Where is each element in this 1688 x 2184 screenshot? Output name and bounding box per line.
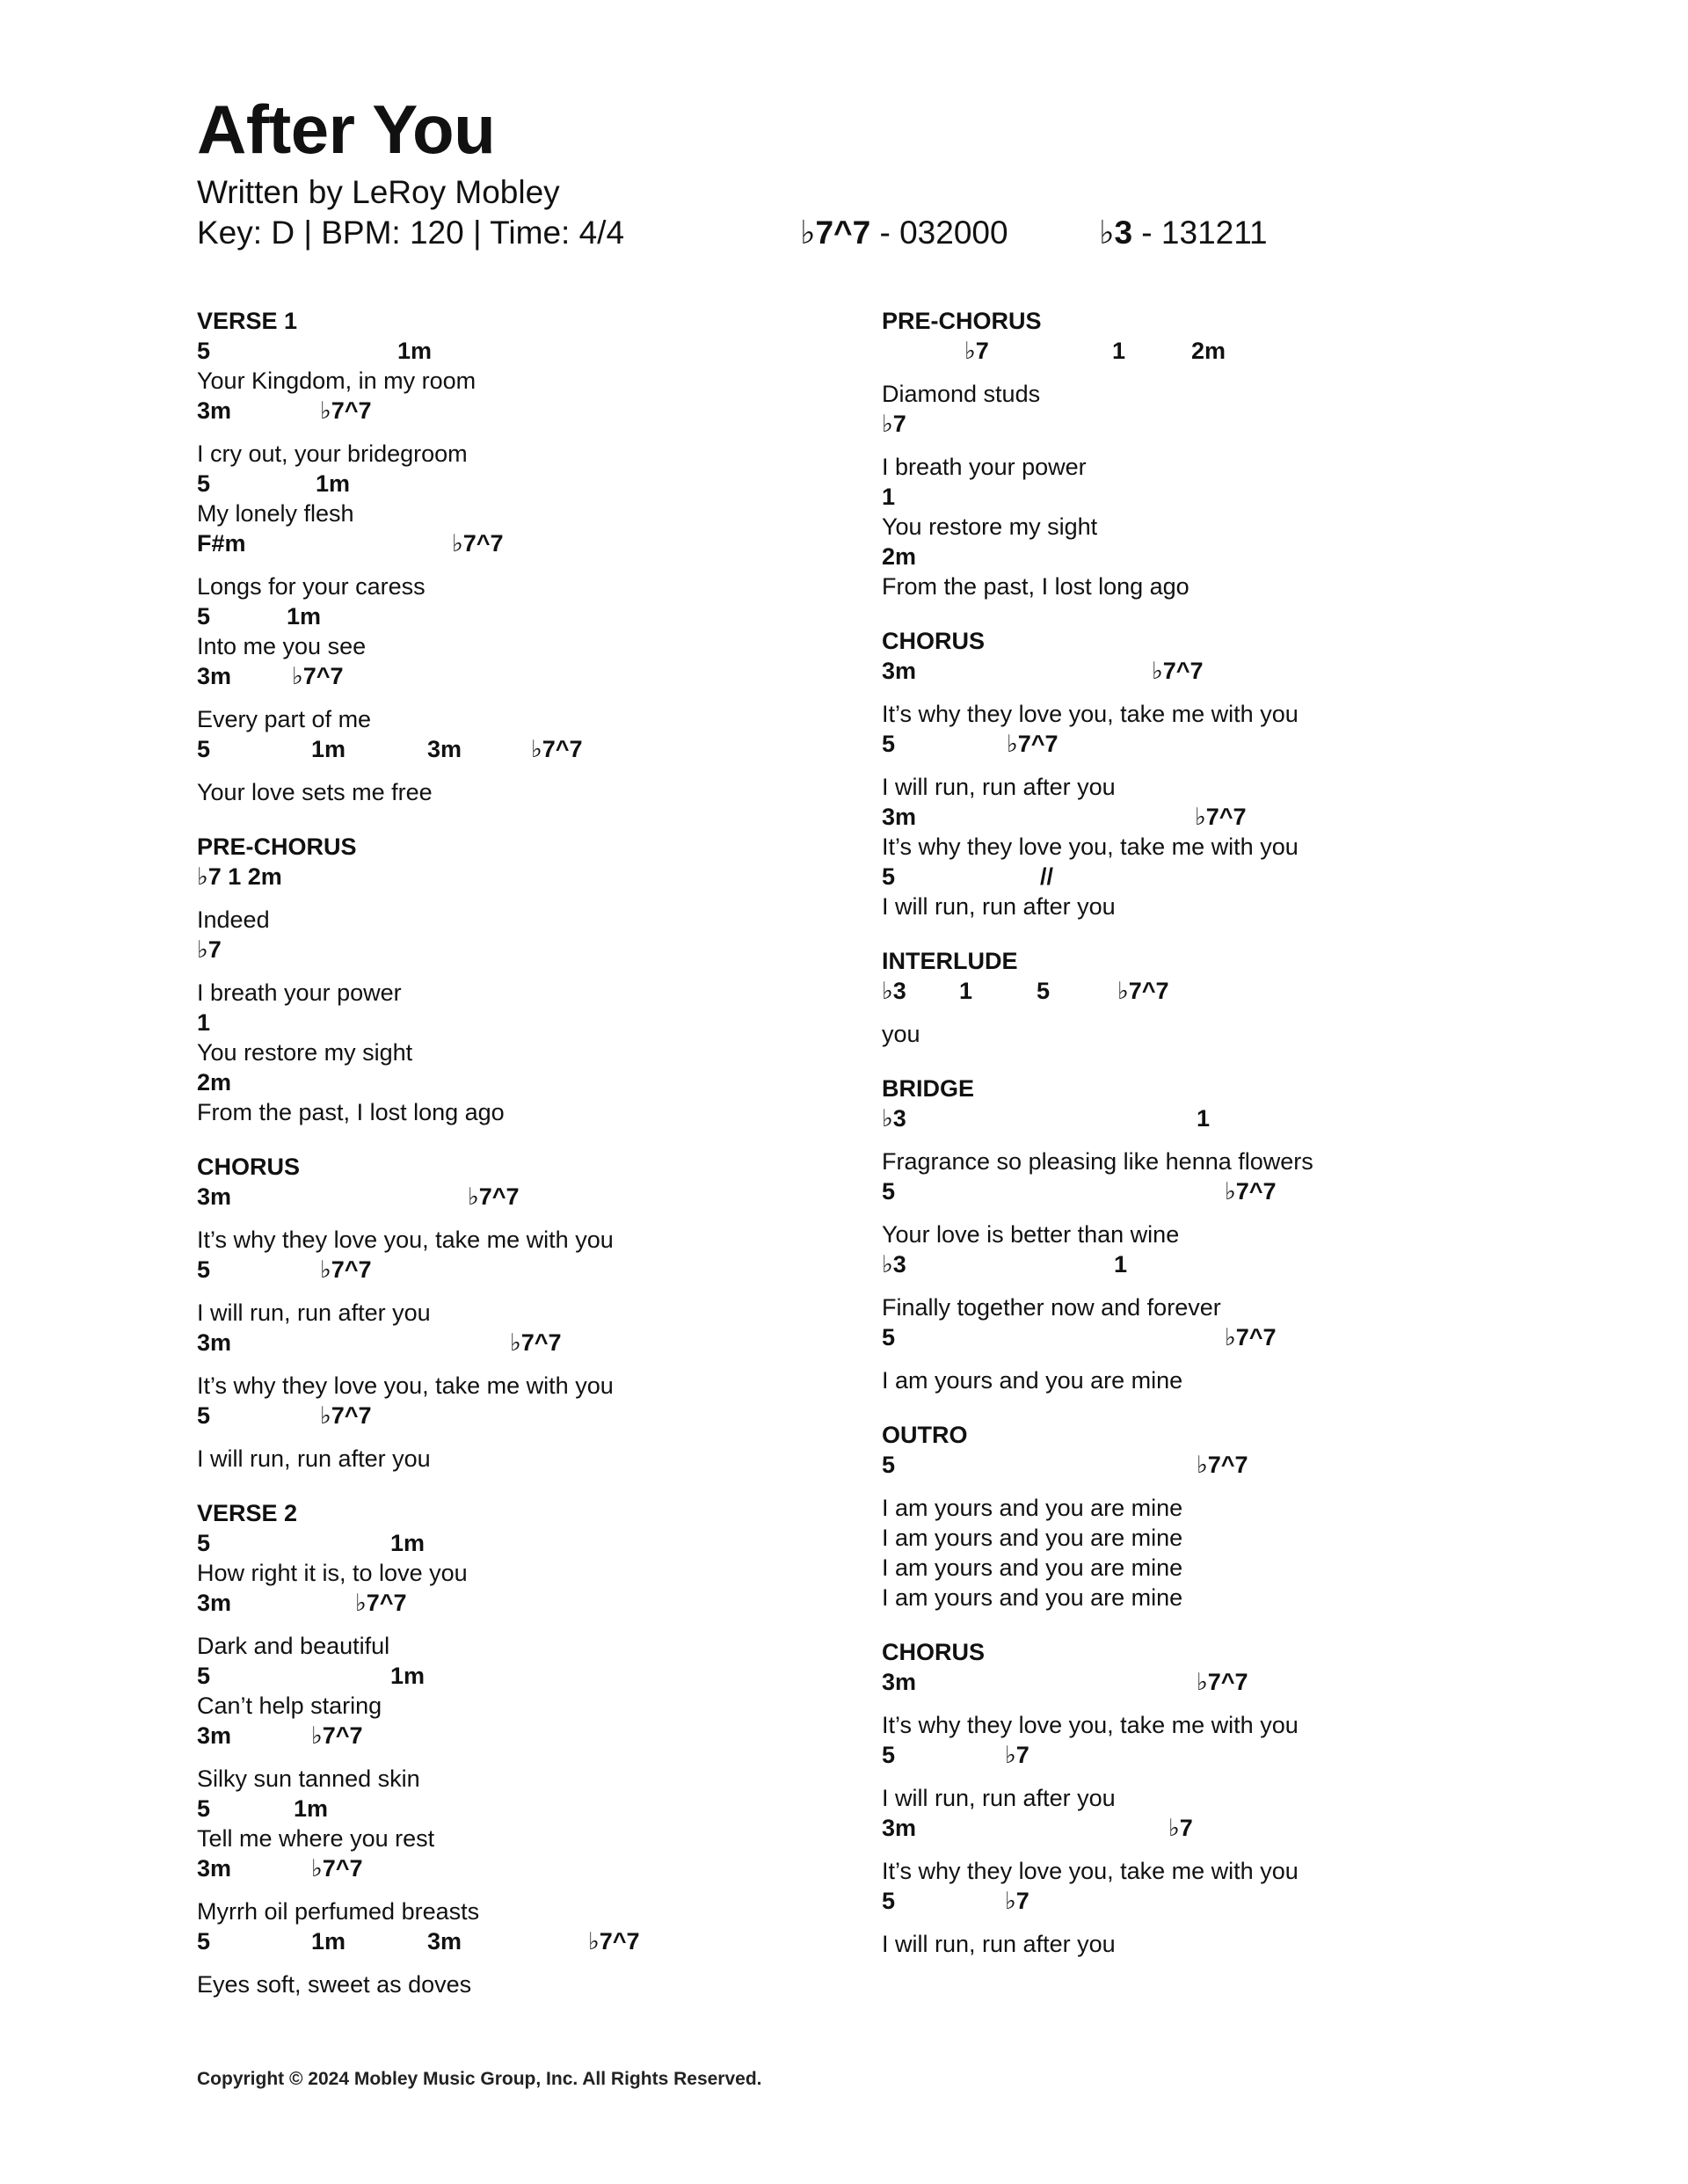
chord: 5: [882, 1178, 896, 1205]
section-title: VERSE 2: [197, 1500, 298, 1526]
chord: 3m: [197, 1590, 232, 1616]
chord-lyric-pair: [197, 935, 918, 1008]
chord-lyric-pair: [882, 656, 1603, 729]
chord: 1: [959, 978, 973, 1004]
chord-line: [197, 1008, 918, 1037]
chord: ♭7^7: [355, 1590, 407, 1616]
chord-line: [197, 1182, 918, 1212]
chord: ♭3: [882, 1105, 906, 1132]
lyric-line: I am yours and you are mine: [882, 1525, 1183, 1551]
chord-lyric-pair: [882, 1886, 1603, 1959]
section-title: PRE-CHORUS: [197, 834, 357, 860]
lyric-line: Your Kingdom, in my room: [197, 368, 477, 394]
chord-lyric-pair: [197, 661, 918, 734]
chord: ♭7^7: [1197, 1669, 1248, 1695]
chord: 5: [197, 1663, 211, 1689]
chord-line: [197, 1067, 918, 1097]
chord: 5: [882, 1888, 896, 1914]
section-title: OUTRO: [882, 1422, 968, 1448]
song-section: [197, 832, 918, 1127]
lyric-line: It’s why they love you, take me with you: [882, 834, 1299, 860]
lyric-line: It’s why they love you, take me with you: [882, 1858, 1299, 1884]
right-column: [882, 306, 1603, 1984]
chord: ♭7^7: [320, 1402, 372, 1429]
chord-lyric-pair: [882, 862, 1603, 921]
chord: 3m: [197, 1722, 232, 1749]
section-title: CHORUS: [882, 628, 986, 654]
chord-lyric-pair: [882, 1740, 1603, 1813]
chord: 1m: [390, 1663, 426, 1689]
chord: ♭7^7: [320, 1256, 372, 1283]
chord-line: [882, 729, 1603, 759]
lyric-line: How right it is, to love you: [197, 1560, 468, 1586]
chord: ♭7^7: [1225, 1178, 1277, 1205]
chord-line: [197, 1794, 918, 1824]
song-section: [882, 1420, 1603, 1613]
chord-lyric-pair: [882, 409, 1603, 482]
chord: 1: [197, 1009, 211, 1036]
chord-line: [882, 1740, 1603, 1770]
chord-line: [882, 862, 1603, 892]
section-title: VERSE 1: [197, 308, 298, 334]
chord: 1m: [294, 1795, 329, 1822]
chord: 3m: [882, 1669, 917, 1695]
chord-line: [197, 1588, 918, 1618]
lyric-line: I cry out, your bridegroom: [197, 440, 468, 467]
chord-lyric-pair: [197, 734, 918, 807]
chord: 5: [197, 736, 211, 762]
chord-lyric-pair: [197, 1008, 918, 1067]
chord-lyric-pair: [882, 1103, 1603, 1176]
lyric-line: Tell me where you rest: [197, 1825, 435, 1852]
chord-lyric-pair: [882, 1450, 1603, 1523]
song-section: [197, 306, 918, 807]
chord: 1: [1112, 338, 1126, 364]
chord: ♭7^7: [292, 663, 344, 689]
chord-lyric-pair: [197, 1182, 918, 1255]
chord-line: [882, 1176, 1603, 1206]
chord-line: [882, 802, 1603, 832]
chord-line: [197, 1528, 918, 1558]
lyric-line: Silky sun tanned skin: [197, 1765, 420, 1792]
chord-line: [882, 1103, 1603, 1133]
lyric-line: I am yours and you are mine: [882, 1554, 1183, 1581]
chord-lyric-pair: [197, 1926, 918, 1999]
chord-lyric-pair: [882, 482, 1603, 542]
chord-lyric-pair: [197, 601, 918, 661]
lyric-line: It’s why they love you, take me with you: [197, 1227, 614, 1253]
chord-shape-fingering: - 032000: [870, 215, 1008, 251]
chord: 5: [197, 603, 211, 630]
chord: ♭7: [882, 411, 906, 437]
chord: ♭3: [882, 978, 906, 1004]
chord: 5: [197, 470, 211, 497]
chord: 5: [197, 1530, 211, 1556]
lyric-line: I will run, run after you: [882, 774, 1116, 800]
lyric-line: Your love is better than wine: [882, 1221, 1180, 1248]
chord-line: [882, 336, 1603, 366]
section-title: CHORUS: [882, 1639, 986, 1665]
section-title: CHORUS: [197, 1154, 301, 1180]
chord-lyric-pair: [882, 802, 1603, 862]
chord-shape-name: 7^7: [815, 215, 871, 251]
lyric-line: Myrrh oil perfumed breasts: [197, 1898, 480, 1925]
chord-line: [197, 935, 918, 965]
lyric-line: I breath your power: [197, 979, 402, 1006]
chord-line: [197, 734, 918, 764]
lyric-line: Fragrance so pleasing like henna flowers: [882, 1148, 1313, 1175]
chord: ♭7^7: [588, 1928, 640, 1955]
song-section: [197, 1152, 918, 1474]
chord: F#m: [197, 530, 246, 557]
chord-line: [197, 1328, 918, 1358]
chord: 2m: [197, 1069, 232, 1096]
song-section: [882, 1637, 1603, 1959]
lyric-line: Indeed: [197, 906, 270, 933]
chord-lyric-pair: [882, 1176, 1603, 1249]
chord: ♭7^7: [1225, 1324, 1277, 1350]
chord-lyric-pair: [197, 1588, 918, 1661]
chord: ♭7: [1168, 1815, 1193, 1841]
chord-line: [882, 1667, 1603, 1697]
chord-lyric-pair: [882, 1322, 1603, 1395]
lyric-line: I will run, run after you: [882, 1785, 1116, 1811]
chord-lyric-pair: [197, 1528, 918, 1588]
chord: 5: [197, 1402, 211, 1429]
chord-lyric-pair: [882, 1553, 1603, 1583]
lyric-line: It’s why they love you, take me with you: [882, 1712, 1299, 1738]
lyric-line: I am yours and you are mine: [882, 1584, 1183, 1611]
chord: ♭7^7: [311, 1722, 363, 1749]
chord-lyric-pair: [882, 1523, 1603, 1553]
chord-lyric-pair: [197, 1661, 918, 1721]
song-section: [882, 1074, 1603, 1395]
section-title: BRIDGE: [882, 1075, 975, 1102]
chord-line: [882, 1886, 1603, 1916]
lyric-line: Eyes soft, sweet as doves: [197, 1971, 472, 1998]
lyric-line: From the past, I lost long ago: [882, 573, 1190, 600]
chord-line: [197, 396, 918, 426]
chord: 2m: [1191, 338, 1226, 364]
chord: 5: [882, 731, 896, 757]
lyric-line: Can’t help staring: [197, 1693, 382, 1719]
chord: 3m: [197, 1183, 232, 1210]
chord: 1: [1197, 1105, 1211, 1132]
chord: ♭7^7: [510, 1329, 562, 1356]
chord: ♭7: [1005, 1888, 1030, 1914]
chord-lyric-pair: [882, 1667, 1603, 1740]
chord-lyric-pair: [197, 1255, 918, 1328]
lyric-line: Into me you see: [197, 633, 367, 659]
chord-line: [882, 1813, 1603, 1843]
copyright-notice: Copyright © 2024 Mobley Music Group, Inc. All Rights Reserved.: [197, 2069, 762, 2089]
chord: ♭7^7: [1007, 731, 1059, 757]
chord-lyric-pair: [197, 1328, 918, 1401]
lyric-line: you: [882, 1021, 920, 1047]
lyric-line: Diamond studs: [882, 381, 1041, 407]
chord-lyric-pair: [882, 1813, 1603, 1886]
song-section: [197, 1498, 918, 1999]
chord-line: [882, 542, 1603, 571]
chord: 1m: [311, 1928, 346, 1955]
chord-lyric-pair: [197, 1067, 918, 1127]
song-section: [882, 306, 1603, 601]
chord-shape-flat3: [1099, 216, 1268, 249]
flat-symbol: ♭: [1099, 215, 1115, 251]
chord-lyric-pair: [882, 336, 1603, 409]
chord: 3m: [197, 1329, 232, 1356]
chord-lyric-pair: [197, 862, 918, 935]
chord: ♭3: [882, 1251, 906, 1278]
chord: 5: [197, 1256, 211, 1283]
chord-line: [197, 601, 918, 631]
chord-lyric-pair: [197, 336, 918, 396]
chord-lyric-pair: [197, 528, 918, 601]
chord-line: [197, 1721, 918, 1751]
chord: 1m: [316, 470, 351, 497]
song-section: [882, 946, 1603, 1049]
chord: 5: [197, 1928, 211, 1955]
chord-lyric-pair: [882, 1583, 1603, 1613]
chord-line: [197, 1661, 918, 1691]
chord: //: [1040, 863, 1054, 890]
chord-shape-name: 3: [1114, 215, 1133, 251]
chord: 5: [882, 863, 896, 890]
chord-lyric-pair: [197, 396, 918, 469]
chord: ♭7^7: [531, 736, 583, 762]
chord-lyric-pair: [882, 542, 1603, 601]
chord: 5: [882, 1742, 896, 1768]
chord-shape-fingering: - 131211: [1132, 215, 1268, 251]
chord: ♭7^7: [320, 397, 372, 424]
chord-lyric-pair: [882, 1249, 1603, 1322]
chord-line: [197, 1255, 918, 1285]
chord: 3m: [427, 736, 462, 762]
chord: ♭7^7: [1117, 978, 1169, 1004]
chord-line: [197, 469, 918, 499]
chord: 5: [882, 1452, 896, 1478]
chord-lyric-pair: [197, 1853, 918, 1926]
chord-lyric-pair: [197, 1401, 918, 1474]
section-title: PRE-CHORUS: [882, 308, 1042, 334]
chord: 1m: [397, 338, 433, 364]
chord-shape-flat7: [800, 216, 1008, 249]
chord: 5: [1037, 978, 1051, 1004]
chord: ♭7: [1005, 1742, 1030, 1768]
chord: ♭7: [197, 936, 222, 963]
chord-line: [197, 1401, 918, 1431]
chord: ♭7^7: [1197, 1452, 1248, 1478]
lyric-line: You restore my sight: [882, 513, 1098, 540]
chord-line: [882, 1322, 1603, 1352]
chord-line: [882, 409, 1603, 439]
chord-line: [197, 661, 918, 691]
key-bpm-time: Key: D | BPM: 120 | Time: 4/4: [197, 215, 625, 251]
lyric-line: Longs for your caress: [197, 573, 426, 600]
chord-line: [197, 862, 918, 892]
chord: 1: [1114, 1251, 1128, 1278]
chord: 2m: [882, 543, 917, 570]
chord: 3m: [427, 1928, 462, 1955]
chord: 1m: [390, 1530, 426, 1556]
lyric-line: My lonely flesh: [197, 500, 354, 527]
chord-line: [197, 1853, 918, 1883]
chord: ♭7: [964, 338, 989, 364]
chord-line: [882, 1450, 1603, 1480]
chord: 3m: [882, 1815, 917, 1841]
lyric-line: I am yours and you are mine: [882, 1495, 1183, 1521]
chord: 1m: [311, 736, 346, 762]
chord: 3m: [882, 804, 917, 830]
chord: 5: [882, 1324, 896, 1350]
chord-line: [882, 482, 1603, 512]
chord-lyric-pair: [197, 1721, 918, 1794]
chord: ♭7^7: [468, 1183, 520, 1210]
lyric-line: It’s why they love you, take me with you: [882, 701, 1299, 727]
chord-line: [197, 336, 918, 366]
chord-lyric-pair: [882, 976, 1603, 1049]
lyric-line: It’s why they love you, take me with you: [197, 1372, 614, 1399]
lyric-line: I will run, run after you: [197, 1445, 431, 1472]
chord-line: [882, 656, 1603, 686]
chord: ♭7^7: [1152, 658, 1204, 684]
chord: 3m: [197, 1855, 232, 1882]
chord-line: [882, 976, 1603, 1006]
lyric-line: You restore my sight: [197, 1039, 413, 1066]
lyric-line: I will run, run after you: [882, 1931, 1116, 1957]
chord-lyric-pair: [197, 469, 918, 528]
lyric-line: I will run, run after you: [197, 1299, 431, 1326]
chord: ♭7^7: [452, 530, 504, 557]
left-column: [197, 306, 918, 2024]
chord: ♭7 1 2m: [197, 863, 282, 890]
chord: 3m: [197, 397, 232, 424]
lyric-line: Every part of me: [197, 706, 372, 732]
lyric-line: I breath your power: [882, 454, 1087, 480]
lyric-line: Dark and beautiful: [197, 1633, 390, 1659]
chord-line: [197, 528, 918, 558]
chord: 5: [197, 338, 211, 364]
chord: ♭7^7: [1195, 804, 1247, 830]
lyric-line: From the past, I lost long ago: [197, 1099, 505, 1125]
chord-line: [197, 1926, 918, 1956]
lyric-line: Finally together now and forever: [882, 1294, 1221, 1321]
chord-lyric-pair: [882, 729, 1603, 802]
lyric-line: Your love sets me free: [197, 779, 433, 805]
chord: 3m: [882, 658, 917, 684]
chord: 5: [197, 1795, 211, 1822]
chord: 1m: [287, 603, 322, 630]
song-section: [882, 626, 1603, 921]
chord-line: [882, 1249, 1603, 1279]
chord: ♭7^7: [311, 1855, 363, 1882]
chord: 3m: [197, 663, 232, 689]
section-title: INTERLUDE: [882, 948, 1018, 974]
song-title: After You: [197, 91, 496, 168]
song-writer: Written by LeRoy Mobley: [197, 174, 560, 210]
lyric-line: I am yours and you are mine: [882, 1367, 1183, 1394]
lyric-line: I will run, run after you: [882, 893, 1116, 920]
flat-symbol: ♭: [800, 215, 816, 251]
chord-lyric-pair: [197, 1794, 918, 1853]
chord: 1: [882, 484, 896, 510]
